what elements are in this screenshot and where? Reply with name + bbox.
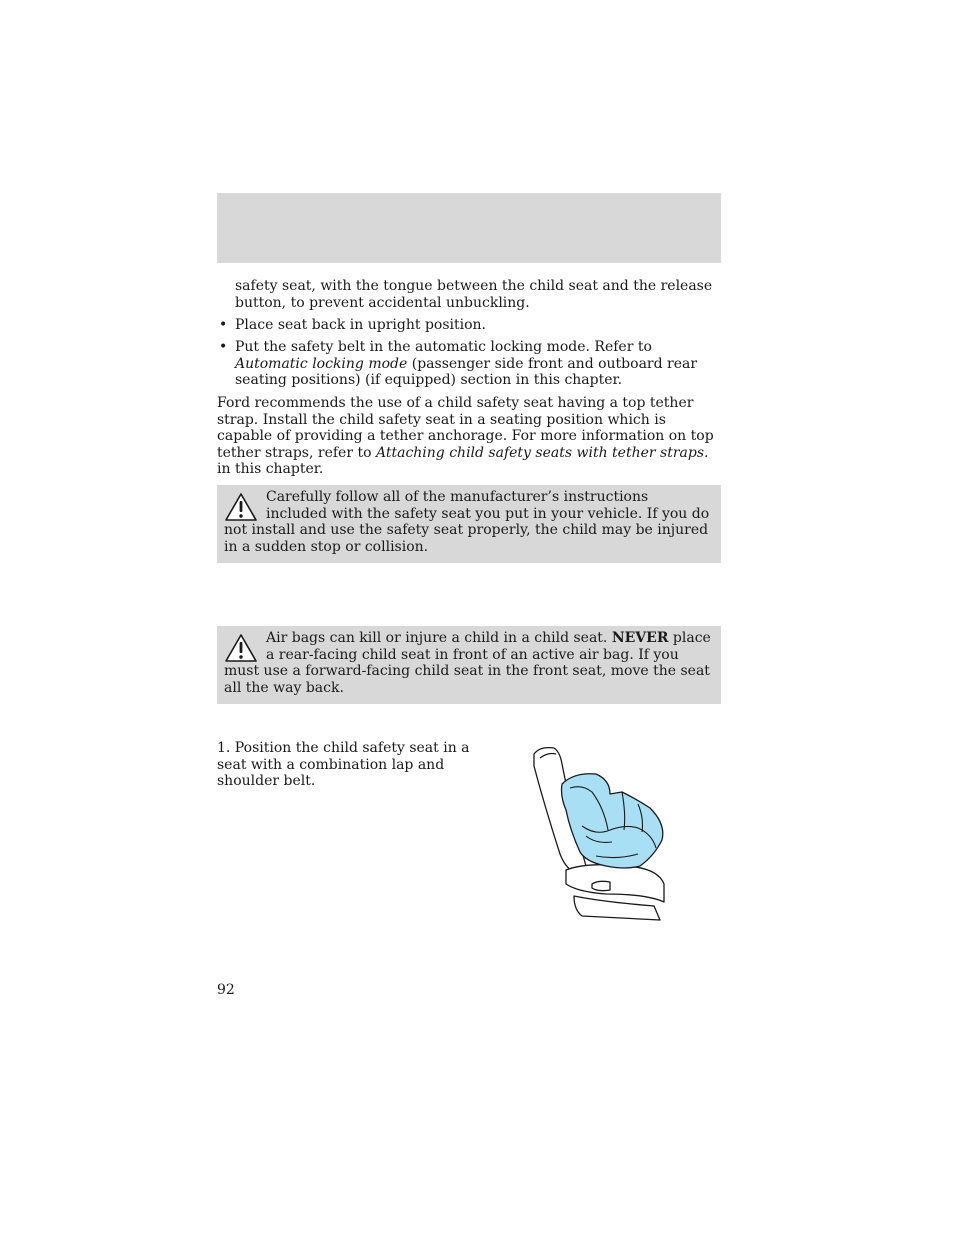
warning-triangle-icon xyxy=(224,633,258,663)
warning-box-instructions xyxy=(217,485,721,563)
continued-text: safety seat, with the tongue between the child seat and the release button, to prevent accidental unbuckling. xyxy=(235,278,713,311)
page-number: 92 xyxy=(217,982,235,998)
section-header-band xyxy=(217,193,721,263)
warning-box-air-bags xyxy=(217,626,721,704)
step-1-text: 1. Position the child safety seat in a seat with a combination lap and shoulder belt. xyxy=(217,740,470,790)
warning-text: Carefully follow all of the manufacturer’s instructions included with the safety seat you put in your vehicle. If you do not install and use the safety seat properly, the child may be injured in a sudden stop or collision. xyxy=(224,489,710,555)
warning-text-post: place a rear-facing child seat in front of an active air bag. If you must use a forward-facing child seat in the front seat, move the seat all the way back. xyxy=(224,630,711,696)
bullet-text: Place seat back in upright position. xyxy=(235,317,486,333)
bullet-dot: • xyxy=(219,339,228,355)
bullet-item-locking-mode xyxy=(217,339,721,389)
bullet-text-post: (passenger side front and outboard rear seating positions) (if equipped) section in this chapter. xyxy=(235,355,698,389)
warning-text-emphasis: NEVER xyxy=(611,630,669,646)
bullet-dot: • xyxy=(219,317,228,333)
paragraph-reference: Attaching child safety seats with tether straps. xyxy=(375,444,709,461)
paragraph-pre: Ford recommends the use of a child safety seat having a top tether strap. Install the child safety seat in a seating position which is capable of providing a tether anchorage. For more information on top tether straps, refer to xyxy=(217,395,714,461)
warning-triangle-icon xyxy=(224,492,258,522)
warning-text-pre: Air bags can kill or injure a child in a child seat. xyxy=(266,630,612,646)
paragraph-post: in this chapter. xyxy=(217,461,324,478)
bullet-text-reference: Automatic locking mode xyxy=(235,355,408,372)
bullet-text-pre: Put the safety belt in the automatic locking mode. Refer to xyxy=(235,339,652,355)
tether-paragraph xyxy=(217,395,721,478)
child-seat-illustration xyxy=(526,744,672,922)
bullet-item-seat-back xyxy=(217,317,721,334)
